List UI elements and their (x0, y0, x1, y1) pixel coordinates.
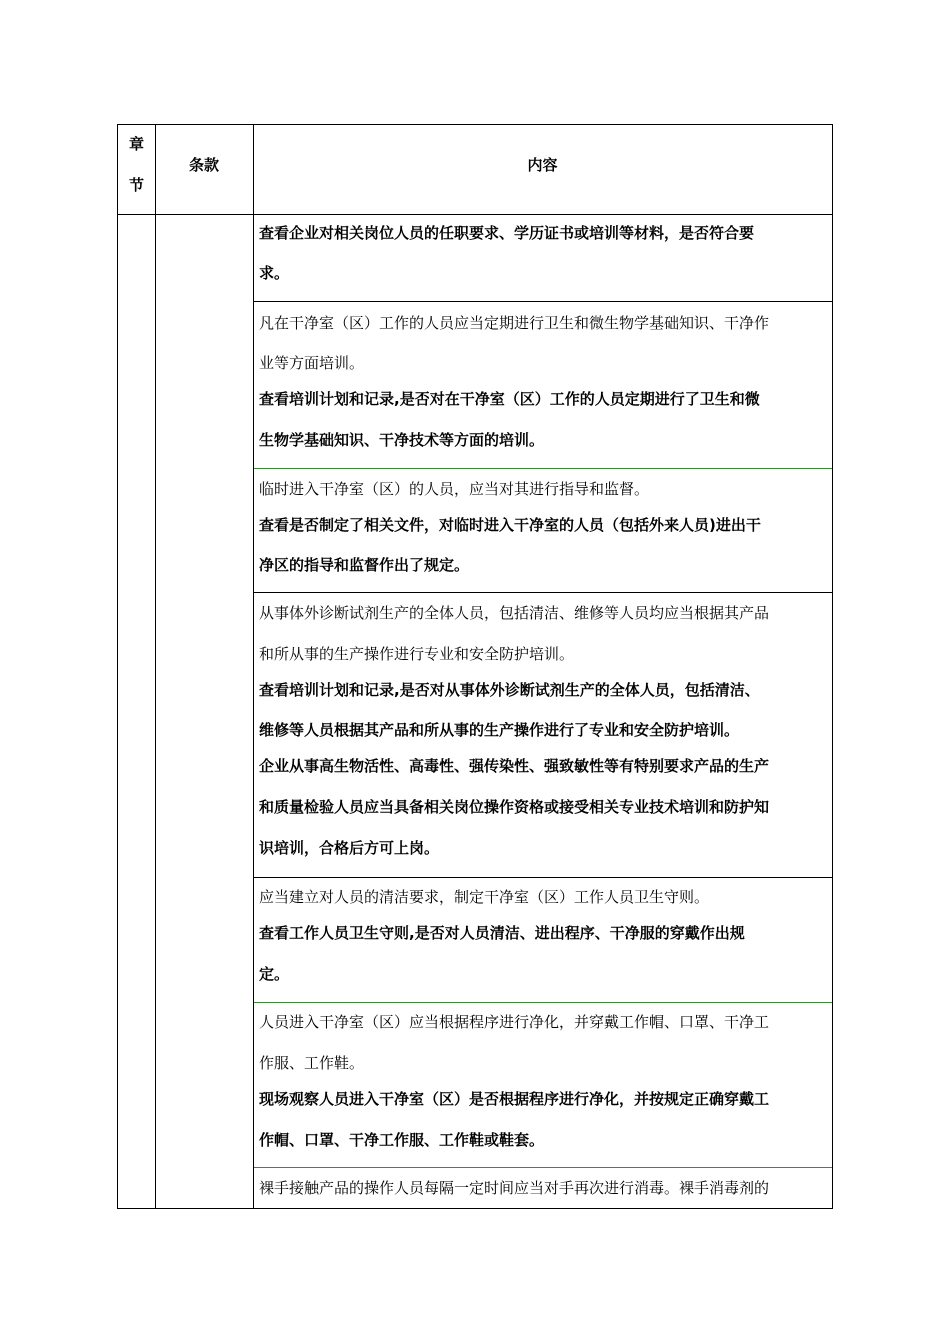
content-line: 作服、工作鞋。 (259, 1054, 365, 1072)
header-chapter-char2: 节 (128, 176, 144, 194)
content-line: 凡在干净室（区）工作的人员应当定期进行卫生和微生物学基础知识、干净作 (259, 314, 770, 332)
header-divider (118, 214, 832, 215)
content-line: 作帽、口罩、干净工作服、工作鞋或鞋套。 (259, 1131, 545, 1149)
content-line: 求。 (259, 264, 290, 282)
row-divider (254, 301, 832, 302)
row-divider (254, 877, 832, 878)
column-divider (155, 125, 156, 1208)
content-line: 和所从事的生产操作进行专业和安全防护培训。 (259, 645, 575, 663)
content-line: 查看培训计划和记录,是否对在干净室（区）工作的人员定期进行了卫生和微 (259, 390, 760, 408)
content-line: 定。 (259, 965, 290, 983)
row-divider (254, 1002, 832, 1003)
content-line: 人员进入干净室（区）应当根据程序进行净化，并穿戴工作帽、口罩、干净工 (259, 1013, 770, 1031)
content-line: 裸手接触产品的操作人员每隔一定时间应当对手再次进行消毒。裸手消毒剂的 (259, 1179, 770, 1197)
content-line: 查看培训计划和记录,是否对从事体外诊断试剂生产的全体人员，包括清洁、 (259, 681, 760, 699)
content-line: 企业从事高生物活性、高毒性、强传染性、强致敏性等有特别要求产品的生产 (259, 757, 770, 775)
content-line: 净区的指导和监督作出了规定。 (259, 556, 470, 574)
content-line: 查看工作人员卫生守则,是否对人员清洁、进出程序、干净服的穿戴作出规 (259, 924, 745, 942)
content-line: 临时进入干净室（区）的人员，应当对其进行指导和监督。 (259, 480, 650, 498)
content-line: 生物学基础知识、干净技术等方面的培训。 (259, 431, 545, 449)
row-divider (254, 468, 832, 469)
content-line: 和质量检验人员应当具备相关岗位操作资格或接受相关专业技术培训和防护知 (259, 798, 770, 816)
header-content: 内容 (527, 156, 558, 174)
content-line: 从事体外诊断试剂生产的全体人员，包括清洁、维修等人员均应当根据其产品 (259, 604, 770, 622)
content-line: 应当建立对人员的清洁要求，制定干净室（区）工作人员卫生守则。 (259, 888, 710, 906)
header-clause: 条款 (188, 156, 219, 174)
regulation-table (117, 124, 833, 1209)
content-line: 查看是否制定了相关文件，对临时进入干净室的人员（包括外来人员)进出干 (259, 516, 761, 534)
content-line: 业等方面培训。 (259, 354, 365, 372)
column-divider (253, 125, 254, 1208)
row-divider (254, 1167, 832, 1168)
content-line: 识培训，合格后方可上岗。 (259, 839, 440, 857)
content-line: 维修等人员根据其产品和所从事的生产操作进行了专业和安全防护培训。 (259, 721, 740, 739)
content-line: 现场观察人员进入干净室（区）是否根据程序进行净化，并按规定正确穿戴工 (259, 1090, 770, 1108)
content-line: 查看企业对相关岗位人员的任职要求、学历证书或培训等材料，是否符合要 (259, 224, 755, 242)
row-divider (254, 592, 832, 593)
header-chapter-char1: 章 (128, 135, 144, 153)
